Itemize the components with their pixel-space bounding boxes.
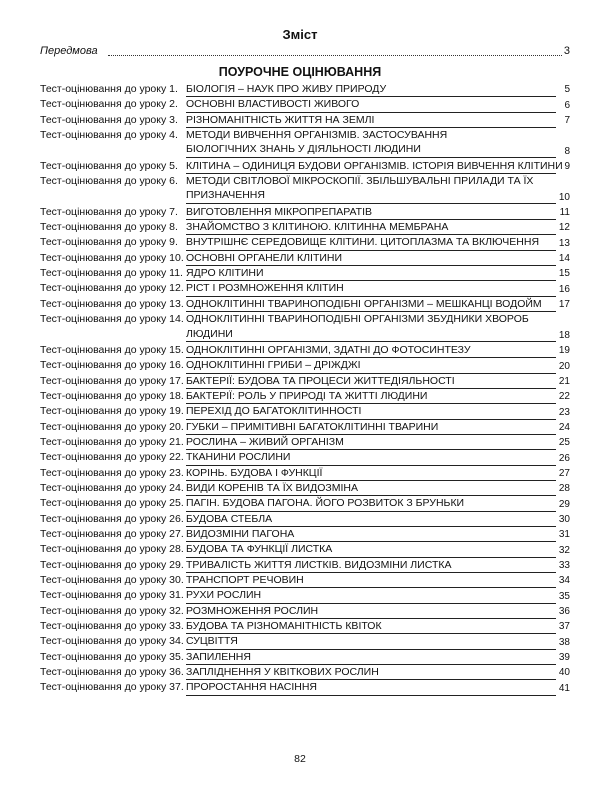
entry-title bbox=[186, 205, 570, 220]
entry-title bbox=[186, 281, 570, 296]
toc-entry bbox=[40, 634, 570, 649]
entry-page: 10 bbox=[558, 191, 570, 203]
entry-page: 17 bbox=[558, 299, 570, 311]
entry-title-line: РІСТ І РОЗМНОЖЕННЯ КЛІТИН bbox=[186, 281, 556, 296]
entry-title-line: КЛІТИНА – ОДИНИЦЯ БУДОВИ ОРГАНІЗМІВ. ІСТОРІЯ ВИВЧЕННЯ КЛІТИНИ bbox=[186, 159, 556, 174]
entry-title-line: РОЗМНОЖЕННЯ РОСЛИН bbox=[186, 604, 556, 619]
entry-page: 26 bbox=[558, 452, 570, 464]
toc-entry bbox=[40, 374, 570, 389]
entry-title-line: БУДОВА ТА ФУНКЦІЇ ЛИСТКА bbox=[186, 542, 556, 557]
toc-entry bbox=[40, 389, 570, 404]
entry-label: Тест-оцінювання до уроку 32. bbox=[40, 604, 184, 617]
toc-list bbox=[40, 82, 570, 696]
page-number: 82 bbox=[294, 753, 306, 765]
toc-entry bbox=[40, 573, 570, 588]
toc-entry bbox=[40, 205, 570, 220]
entry-page: 27 bbox=[558, 467, 570, 479]
entry-page: 16 bbox=[558, 283, 570, 295]
toc-entry bbox=[40, 235, 570, 250]
entry-label: Тест-оцінювання до уроку 33. bbox=[40, 620, 184, 633]
entry-title bbox=[186, 542, 570, 557]
entry-title bbox=[186, 481, 570, 496]
toc-entry bbox=[40, 435, 570, 450]
entry-title-line: ГУБКИ – ПРИМІТИВНІ БАГАТОКЛІТИННІ ТВАРИНИ bbox=[186, 420, 556, 435]
entry-title bbox=[186, 174, 570, 204]
entry-title bbox=[186, 374, 570, 389]
entry-page: 29 bbox=[558, 498, 570, 510]
toc-entry bbox=[40, 404, 570, 419]
entry-title bbox=[186, 634, 570, 649]
entry-title-line: ПРОРОСТАННЯ НАСІННЯ bbox=[186, 680, 556, 695]
entry-label: Тест-оцінювання до уроку 17. bbox=[40, 374, 184, 387]
entry-label: Тест-оцінювання до уроку 6. bbox=[40, 175, 178, 188]
entry-page: 24 bbox=[558, 421, 570, 433]
entry-title-line: СУЦВІТТЯ bbox=[186, 634, 556, 649]
entry-title bbox=[186, 343, 570, 358]
toc-entry bbox=[40, 358, 570, 373]
entry-page: 38 bbox=[558, 636, 570, 648]
entry-page: 5 bbox=[564, 84, 570, 96]
entry-page: 23 bbox=[558, 406, 570, 418]
entry-title-line: ОДНОКЛІТИННІ ТВАРИНOПОДІБНІ ОРГАНІЗМИ – МЕШКАНЦІ ВОДОЙМ bbox=[186, 297, 556, 312]
entry-label: Тест-оцінювання до уроку 14. bbox=[40, 313, 184, 326]
toc-entry bbox=[40, 251, 570, 266]
entry-page: 9 bbox=[564, 161, 570, 173]
entry-label: Тест-оцінювання до уроку 8. bbox=[40, 221, 178, 234]
page-title: Зміст bbox=[282, 27, 318, 42]
entry-title bbox=[186, 604, 570, 619]
entry-label: Тест-оцінювання до уроку 22. bbox=[40, 451, 184, 464]
entry-title-line: ЛЮДИНИ bbox=[186, 327, 556, 342]
entry-page: 13 bbox=[558, 237, 570, 249]
entry-page: 28 bbox=[558, 483, 570, 495]
entry-title-line: РОСЛИНА – ЖИВИЙ ОРГАНІЗМ bbox=[186, 435, 556, 450]
entry-page: 18 bbox=[558, 329, 570, 341]
entry-title bbox=[186, 389, 570, 404]
entry-title-line: БІОЛОГІЧНИХ ЗНАНЬ У ДІЯЛЬНОСТІ ЛЮДИНИ bbox=[186, 142, 556, 157]
entry-title-line: БАКТЕРІЇ: РОЛЬ У ПРИРОДІ ТА ЖИТТІ ЛЮДИНИ bbox=[186, 389, 556, 404]
entry-label: Тест-оцінювання до уроку 11. bbox=[40, 267, 183, 280]
entry-page: 15 bbox=[558, 268, 570, 280]
toc-entry bbox=[40, 343, 570, 358]
entry-page: 19 bbox=[558, 345, 570, 357]
entry-label: Тест-оцінювання до уроку 35. bbox=[40, 650, 184, 663]
toc-entry bbox=[40, 481, 570, 496]
entry-page: 6 bbox=[564, 99, 570, 111]
toc-entry bbox=[40, 619, 570, 634]
leader-dots bbox=[108, 55, 562, 56]
entry-page: 39 bbox=[558, 652, 570, 664]
entry-title bbox=[186, 235, 570, 250]
toc-entry bbox=[40, 680, 570, 695]
entry-title bbox=[186, 450, 570, 465]
entry-label: Тест-оцінювання до уроку 27. bbox=[40, 527, 184, 540]
entry-title-line: ЗАПИЛЕННЯ bbox=[186, 650, 556, 665]
toc-entry bbox=[40, 496, 570, 511]
entry-label: Тест-оцінювання до уроку 5. bbox=[40, 159, 178, 172]
entry-label: Тест-оцінювання до уроку 29. bbox=[40, 558, 184, 571]
toc-entry bbox=[40, 527, 570, 542]
entry-title bbox=[186, 650, 570, 665]
entry-title bbox=[186, 128, 570, 158]
entry-title-line: РІЗНОМАНІТНІСТЬ ЖИТТЯ НА ЗЕМЛІ bbox=[186, 113, 556, 128]
toc-entry bbox=[40, 588, 570, 603]
entry-page: 25 bbox=[558, 437, 570, 449]
toc-entry bbox=[40, 542, 570, 557]
entry-label: Тест-оцінювання до уроку 24. bbox=[40, 481, 184, 494]
entry-title-line: ЗАПЛІДНЕННЯ У КВІТКОВИХ РОСЛИН bbox=[186, 665, 556, 680]
toc-entry bbox=[40, 297, 570, 312]
entry-title-line: ТРИВАЛІСТЬ ЖИТТЯ ЛИСТКІВ. ВИДОЗМІНИ ЛИСТКА bbox=[186, 558, 556, 573]
toc-entry bbox=[40, 174, 570, 205]
entry-title-line: БАКТЕРІЇ: БУДОВА ТА ПРОЦЕСИ ЖИТТЕДІЯЛЬНОСТІ bbox=[186, 374, 556, 389]
entry-title bbox=[186, 420, 570, 435]
entry-title bbox=[186, 82, 570, 97]
entry-title bbox=[186, 404, 570, 419]
entry-page: 21 bbox=[558, 375, 570, 387]
entry-title bbox=[186, 512, 570, 527]
toc-entry bbox=[40, 604, 570, 619]
entry-label: Тест-оцінювання до уроку 3. bbox=[40, 113, 178, 126]
entry-label: Тест-оцінювання до уроку 30. bbox=[40, 574, 184, 586]
entry-page: 8 bbox=[564, 145, 570, 157]
entry-title-line: РУХИ РОСЛИН bbox=[186, 588, 556, 603]
entry-label: Тест-оцінювання до уроку 18. bbox=[40, 389, 184, 402]
entry-page: 22 bbox=[558, 391, 570, 403]
toc-entry bbox=[40, 113, 570, 128]
entry-title bbox=[186, 251, 570, 266]
entry-title bbox=[186, 220, 570, 235]
entry-page: 40 bbox=[558, 667, 570, 679]
entry-title-line: БІОЛОГІЯ – НАУК ПРО ЖИВУ ПРИРОДУ bbox=[186, 82, 556, 97]
entry-title bbox=[186, 558, 570, 573]
entry-page: 34 bbox=[558, 575, 570, 587]
entry-title bbox=[186, 527, 570, 542]
toc-entry bbox=[40, 650, 570, 665]
toc-entry bbox=[40, 128, 570, 159]
entry-title-line: ОДНОКЛІТИННІ ТВАРИНOПОДІБНІ ОРГАНІЗМИ ЗБУДНИКИ ХВОРОБ bbox=[186, 313, 529, 326]
toc-entry bbox=[40, 159, 570, 174]
preface-page: 3 bbox=[563, 45, 570, 57]
entry-title-line: ОСНОВНІ ОРГАНЕЛИ КЛІТИНИ bbox=[186, 251, 556, 266]
entry-title bbox=[186, 588, 570, 603]
entry-label: Тест-оцінювання до уроку 13. bbox=[40, 297, 184, 310]
toc-entry bbox=[40, 450, 570, 465]
entry-title bbox=[186, 113, 570, 128]
toc-entry bbox=[40, 558, 570, 573]
entry-label: Тест-оцінювання до уроку 1. bbox=[40, 83, 178, 95]
entry-label: Тест-оцінювання до уроку 16. bbox=[40, 359, 184, 372]
entry-title-line: ЗНАЙОМСТВО З КЛІТИНОЮ. КЛІТИННА МЕМБРАНА bbox=[186, 220, 556, 235]
entry-title bbox=[186, 266, 570, 281]
entry-label: Тест-оцінювання до уроку 26. bbox=[40, 512, 184, 525]
entry-title bbox=[186, 619, 570, 634]
entry-title bbox=[186, 435, 570, 450]
entry-title-line: ПЕРЕХІД ДО БАГАТОКЛІТИННОСТІ bbox=[186, 404, 556, 419]
entry-page: 32 bbox=[558, 544, 570, 556]
entry-title-line: ВИДИ КОРЕНІВ ТА ЇХ ВИДОЗМІНА bbox=[186, 481, 556, 496]
toc-entry bbox=[40, 281, 570, 296]
entry-title-line: БУДОВА ТА РІЗНОМАНІТНІСТЬ КВІТОК bbox=[186, 619, 556, 634]
entry-title-line: ТКАНИНИ РОСЛИНИ bbox=[186, 450, 556, 465]
entry-page: 12 bbox=[558, 222, 570, 234]
entry-label: Тест-оцінювання до уроку 20. bbox=[40, 420, 184, 433]
entry-title bbox=[186, 496, 570, 511]
entry-title-line: ВНУТРІШНЄ СЕРЕДОВИЩЕ КЛІТИНИ. ЦИТОПЛАЗМА ТА ВКЛЮЧЕННЯ bbox=[186, 235, 556, 250]
entry-label: Тест-оцінювання до уроку 28. bbox=[40, 543, 184, 556]
entry-page: 30 bbox=[558, 513, 570, 525]
entry-title-line: ВИДОЗМІНИ ПАГОНА bbox=[186, 527, 556, 542]
entry-title-line: БУДОВА СТЕБЛА bbox=[186, 512, 556, 527]
entry-page: 35 bbox=[558, 590, 570, 602]
toc-entry bbox=[40, 312, 570, 343]
entry-title bbox=[186, 297, 570, 312]
entry-page: 33 bbox=[558, 560, 570, 571]
entry-title-line: ЯДРО КЛІТИНИ bbox=[186, 266, 556, 281]
toc-entry bbox=[40, 512, 570, 527]
entry-page: 36 bbox=[558, 606, 570, 618]
entry-page: 41 bbox=[558, 682, 570, 694]
entry-label: Тест-оцінювання до уроку 19. bbox=[40, 405, 184, 418]
entry-title bbox=[186, 358, 570, 373]
entry-label: Тест-оцінювання до уроку 31. bbox=[40, 589, 184, 602]
section-title: ПОУРОЧНЕ ОЦІНЮВАННЯ bbox=[218, 65, 382, 79]
toc-entry bbox=[40, 97, 570, 112]
entry-title-line: ОДНОКЛІТИННІ ОРГАНІЗМИ, ЗДАТНІ ДО ФОТОСИНТЕЗУ bbox=[186, 343, 556, 358]
entry-label: Тест-оцінювання до уроку 12. bbox=[40, 282, 184, 295]
entry-label: Тест-оцінювання до уроку 23. bbox=[40, 466, 184, 479]
entry-page: 11 bbox=[559, 207, 570, 219]
entry-label: Тест-оцінювання до уроку 7. bbox=[40, 205, 178, 218]
toc-entry bbox=[40, 466, 570, 481]
entry-label: Тест-оцінювання до уроку 9. bbox=[40, 236, 178, 249]
entry-title bbox=[186, 466, 570, 481]
entry-title-line: ОСНОВНІ ВЛАСТИВОСТІ ЖИВОГО bbox=[186, 97, 556, 112]
entry-title-line: ВИГОТОВЛЕННЯ МІКРОПРЕПАРАТІВ bbox=[186, 205, 556, 220]
entry-label: Тест-оцінювання до уроку 25. bbox=[40, 497, 184, 510]
entry-title bbox=[186, 680, 570, 695]
entry-title-line: МЕТОДИ СВІТЛОВОЇ МІКРОСКОПІЇ. ЗБІЛЬШУВАЛЬНІ ПРИЛАДИ ТА ЇХ bbox=[186, 175, 534, 188]
entry-page: 31 bbox=[558, 529, 570, 541]
entry-page: 14 bbox=[558, 253, 570, 265]
entry-title-line: КОРІНЬ. БУДОВА І ФУНКЦІЇ bbox=[186, 466, 556, 481]
preface-entry bbox=[40, 44, 570, 58]
entry-title-line: ПАГІН. БУДОВА ПАГОНА. ЙОГО РОЗВИТОК З БРУНЬКИ bbox=[186, 496, 556, 511]
entry-page: 37 bbox=[558, 621, 570, 633]
toc-entry bbox=[40, 420, 570, 435]
entry-label: Тест-оцінювання до уроку 2. bbox=[40, 98, 178, 111]
entry-title bbox=[186, 665, 570, 680]
entry-title bbox=[186, 573, 570, 588]
entry-label: Тест-оцінювання до уроку 21. bbox=[40, 435, 184, 448]
toc-entry bbox=[40, 82, 570, 97]
entry-label: Тест-оцінювання до уроку 37. bbox=[40, 681, 184, 694]
entry-title bbox=[186, 97, 570, 112]
toc-entry bbox=[40, 266, 570, 281]
entry-page: 20 bbox=[558, 360, 570, 372]
entry-label: Тест-оцінювання до уроку 15. bbox=[40, 343, 184, 356]
preface-label: Передмова bbox=[40, 45, 98, 57]
entry-title bbox=[186, 159, 570, 174]
entry-title-line: ТРАНСПОРТ РЕЧОВИН bbox=[186, 573, 556, 588]
entry-title-line: МЕТОДИ ВИВЧЕННЯ ОРГАНІЗМІВ. ЗАСТОСУВАННЯ bbox=[186, 129, 448, 142]
entry-label: Тест-оцінювання до уроку 36. bbox=[40, 666, 184, 679]
entry-label: Тест-оцінювання до уроку 10. bbox=[40, 251, 184, 264]
entry-page: 7 bbox=[564, 115, 570, 127]
toc-entry bbox=[40, 220, 570, 235]
entry-title bbox=[186, 312, 570, 342]
entry-title-line: ПРИЗНАЧЕННЯ bbox=[186, 188, 556, 203]
entry-label: Тест-оцінювання до уроку 4. bbox=[40, 129, 178, 142]
toc-entry bbox=[40, 665, 570, 680]
entry-label: Тест-оцінювання до уроку 34. bbox=[40, 635, 184, 648]
entry-title-line: ОДНОКЛІТИННІ ГРИБИ – ДРІЖДЖІ bbox=[186, 358, 556, 373]
